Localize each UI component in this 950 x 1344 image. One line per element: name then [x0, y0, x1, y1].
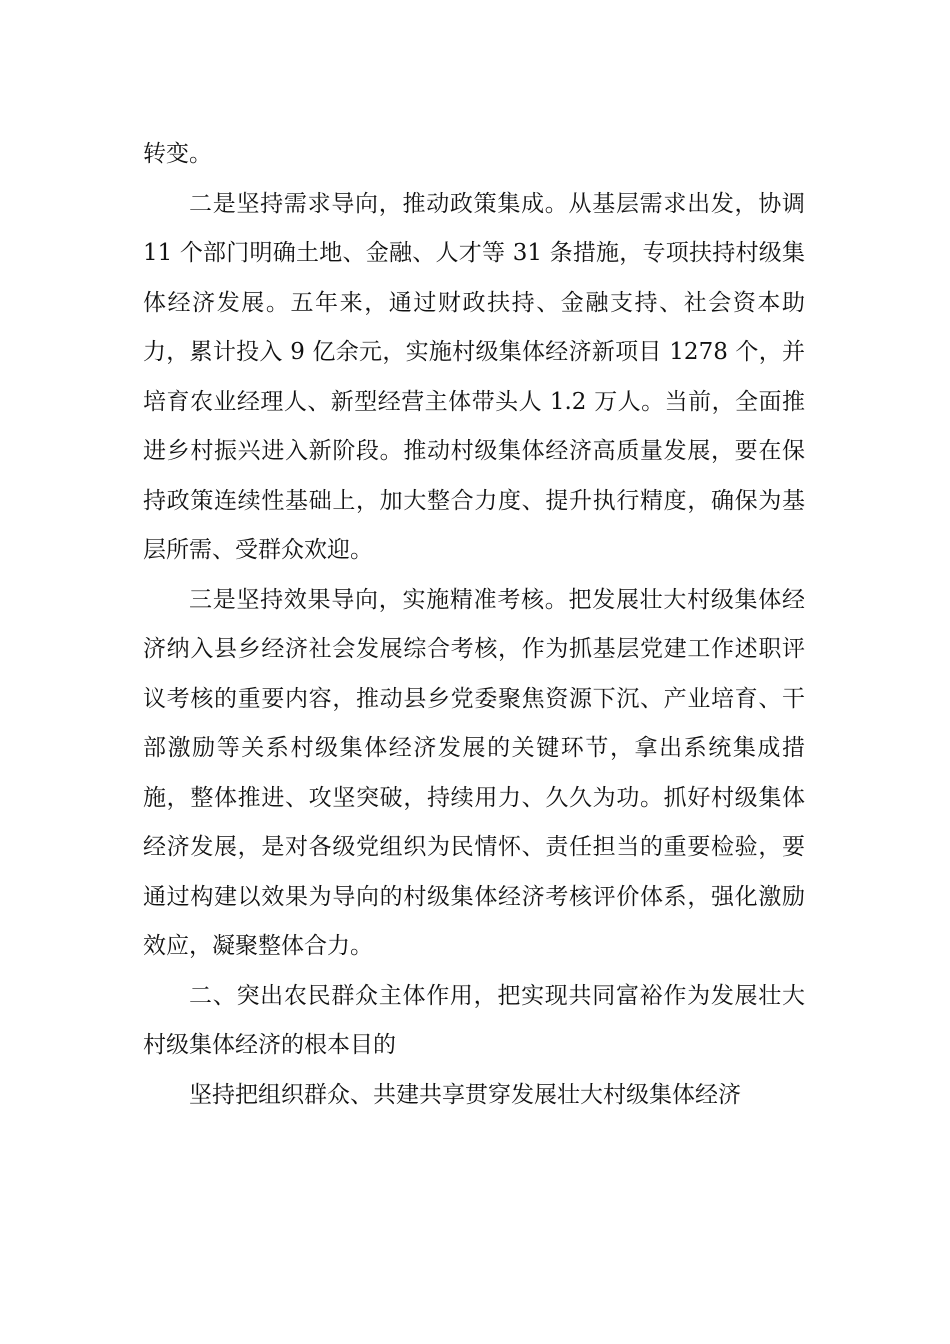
paragraph-precise-assessment: 三是坚持效果导向，实施精准考核。把发展壮大村级集体经济纳入县乡经济社会发展综合考核，作为抓基层党建工作述职评议考核的重要内容，推动县乡党委聚焦资源下沉、产业培育、干部激励等关系村级集体经济发展的关键环节，拿出系统集成措施，整体推进、攻坚突破，持续用力、久久为功。抓好村级集体经济发展，是对各级党组织为民情怀、责任担当的重要检验，要通过构建以效果为导向的村级集体经济考核评价体系，强化激励效应，凝聚整体合力。	[143, 586, 805, 959]
section-heading-farmers-role: 二、突出农民群众主体作用，把实现共同富裕作为发展壮大村级集体经济的根本目的	[143, 982, 805, 1058]
document-body	[143, 130, 805, 1120]
paragraph-organize-masses: 坚持把组织群众、共建共享贯穿发展壮大村级集体经济	[189, 1081, 741, 1108]
paragraph-continuation: 转变。	[143, 141, 212, 167]
paragraph-policy-integration: 二是坚持需求导向，推动政策集成。从基层需求出发，协调 11 个部门明确土地、金融、人才等 31 条措施，专项扶持村级集体经济发展。五年来，通过财政扶持、金融支持、社会资本助力，累计投入 9 亿余元，实施村级集体经济新项目 1278 个，并培育农业经理人、新型经营主体带头人 1.2 万人。当前，全面推进乡村振兴进入新阶段。推动村级集体经济高质量发展，要在保持政策连续性基础上，加大整合力度、提升执行精度，确保为基层所需、受群众欢迎。	[143, 190, 805, 563]
